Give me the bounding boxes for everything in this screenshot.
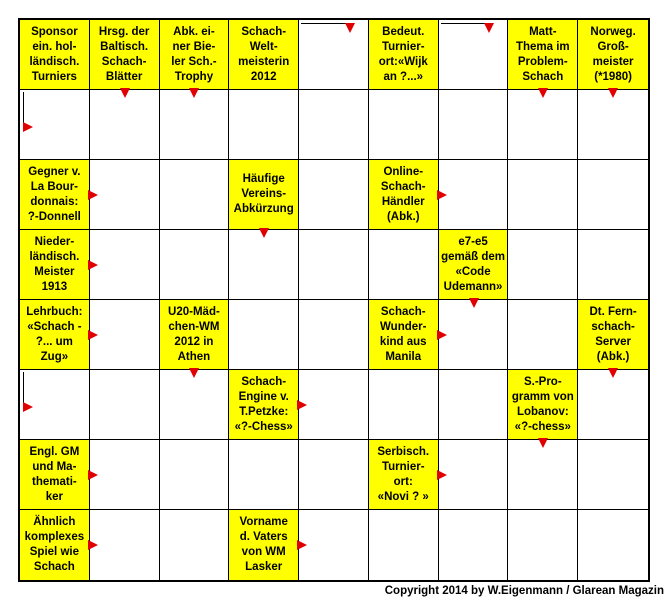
clue-text: Schach- Engine v. T.Petzke: «?-Chess» xyxy=(234,375,293,433)
answer-cell[interactable] xyxy=(508,510,578,580)
arrow-down-icon xyxy=(120,88,130,98)
clue-text: Lehrbuch: «Schach - ?... um Zug» xyxy=(26,305,83,363)
answer-cell[interactable] xyxy=(229,440,299,510)
clue-cell xyxy=(369,160,439,230)
arrow-stem xyxy=(441,23,489,24)
answer-cell[interactable] xyxy=(439,510,509,580)
answer-cell[interactable] xyxy=(299,90,369,160)
clue-text: Matt- Thema im Problem- Schach xyxy=(515,25,570,83)
answer-cell[interactable] xyxy=(578,230,648,300)
answer-cell[interactable] xyxy=(439,90,509,160)
answer-cell[interactable] xyxy=(439,300,509,370)
clue-cell xyxy=(160,300,230,370)
arrow-right-icon xyxy=(88,540,98,550)
clue-cell xyxy=(229,160,299,230)
arrow-down-icon xyxy=(189,368,199,378)
clue-cell xyxy=(229,20,299,90)
arrow-right-icon xyxy=(88,470,98,480)
clue-cell xyxy=(20,230,90,300)
answer-cell[interactable] xyxy=(439,440,509,510)
answer-cell[interactable] xyxy=(229,300,299,370)
answer-cell[interactable] xyxy=(299,440,369,510)
clue-text: Schach- Welt- meisterin 2012 xyxy=(238,25,290,83)
answer-cell[interactable] xyxy=(299,370,369,440)
answer-cell[interactable] xyxy=(90,370,160,440)
clue-text: Häufige Vereins- Abkürzung xyxy=(233,173,294,215)
answer-cell[interactable] xyxy=(160,230,230,300)
clue-text: Engl. GM und Ma- themati- ker xyxy=(29,445,80,503)
arrow-right-icon xyxy=(88,190,98,200)
arrow-down-icon xyxy=(608,368,618,378)
answer-cell[interactable] xyxy=(578,370,648,440)
clue-text: Gegner v. La Bour- donnais: ?-Donnell xyxy=(27,165,81,223)
arrow-right-icon xyxy=(297,400,307,410)
arrow-down-icon xyxy=(484,23,494,33)
arrow-down-icon xyxy=(189,88,199,98)
answer-cell[interactable] xyxy=(90,440,160,510)
answer-cell[interactable] xyxy=(160,90,230,160)
clue-cell xyxy=(369,300,439,370)
answer-cell[interactable] xyxy=(439,160,509,230)
arrow-down-icon xyxy=(345,23,355,33)
answer-cell[interactable] xyxy=(578,160,648,230)
clue-text: Bedeut. Turnier- ort:«Wijk an ?...» xyxy=(378,25,428,83)
arrow-right-icon xyxy=(23,402,33,412)
clue-cell xyxy=(90,20,160,90)
answer-cell[interactable] xyxy=(90,510,160,580)
answer-cell[interactable] xyxy=(369,230,439,300)
answer-cell[interactable] xyxy=(160,370,230,440)
clue-text: S.-Pro- gramm von Lobanov: «?-chess» xyxy=(511,375,574,433)
answer-cell[interactable] xyxy=(369,510,439,580)
answer-cell[interactable] xyxy=(508,90,578,160)
answer-cell[interactable] xyxy=(508,300,578,370)
clue-text: Serbisch. Turnier- ort: «Novi ? » xyxy=(377,445,430,503)
arrow-right-icon xyxy=(437,190,447,200)
answer-cell[interactable] xyxy=(508,230,578,300)
arrow-down-icon xyxy=(259,228,269,238)
clue-cell xyxy=(439,230,509,300)
answer-cell[interactable] xyxy=(90,230,160,300)
crossword-grid xyxy=(18,18,650,582)
clue-text: Online- Schach- Händler (Abk.) xyxy=(380,165,426,223)
clue-text: Abk. ei- ner Bie- ler Sch.- Trophy xyxy=(171,25,217,83)
clue-cell xyxy=(369,20,439,90)
clue-cell xyxy=(508,20,578,90)
arrow-down-icon xyxy=(538,88,548,98)
arrow-right-icon xyxy=(23,122,33,132)
arrow-stem xyxy=(23,372,24,406)
answer-cell[interactable] xyxy=(439,370,509,440)
clue-text: Ähnlich komplexes Spiel wie Schach xyxy=(24,516,85,573)
arrow-down-icon xyxy=(538,438,548,448)
clue-text: e7-e5 gemäß dem «Code Udemann» xyxy=(441,235,505,293)
clue-cell xyxy=(20,300,90,370)
answer-cell[interactable] xyxy=(299,160,369,230)
clue-cell xyxy=(578,300,648,370)
answer-cell[interactable] xyxy=(299,20,369,90)
answer-cell[interactable] xyxy=(90,300,160,370)
arrow-right-icon xyxy=(437,470,447,480)
arrow-down-icon xyxy=(608,88,618,98)
clue-text: Hrsg. der Baltisch. Schach- Blätter xyxy=(98,25,150,83)
clue-cell xyxy=(160,20,230,90)
answer-cell[interactable] xyxy=(299,230,369,300)
answer-cell[interactable] xyxy=(508,440,578,510)
clue-text: Norweg. Groß- meister (*1980) xyxy=(590,25,636,83)
arrow-right-icon xyxy=(88,330,98,340)
clue-cell xyxy=(20,20,90,90)
clue-cell xyxy=(369,440,439,510)
arrow-stem xyxy=(301,23,349,24)
clue-cell xyxy=(229,370,299,440)
arrow-stem xyxy=(23,92,24,126)
clue-text: Sponsor ein. hol- ländisch. Turniers xyxy=(29,25,80,83)
clue-cell xyxy=(578,20,648,90)
clue-text: Nieder- ländisch. Meister 1913 xyxy=(29,235,80,293)
clue-cell xyxy=(508,370,578,440)
answer-cell[interactable] xyxy=(578,510,648,580)
answer-cell[interactable] xyxy=(90,160,160,230)
clue-cell xyxy=(229,510,299,580)
answer-cell[interactable] xyxy=(160,160,230,230)
answer-cell[interactable] xyxy=(160,510,230,580)
clue-text: U20-Mäd- chen-WM 2012 in Athen xyxy=(168,305,220,363)
answer-cell[interactable] xyxy=(299,300,369,370)
copyright-notice: Copyright 2014 by W.Eigenmann / Glarean Magazin xyxy=(384,585,664,597)
answer-cell[interactable] xyxy=(439,20,509,90)
clue-cell xyxy=(20,440,90,510)
answer-cell[interactable] xyxy=(299,510,369,580)
clue-text: Dt. Fern- schach- Server (Abk.) xyxy=(589,305,637,363)
answer-cell[interactable] xyxy=(578,90,648,160)
answer-cell[interactable] xyxy=(508,160,578,230)
answer-cell[interactable] xyxy=(90,90,160,160)
answer-cell[interactable] xyxy=(229,90,299,160)
clue-text: Vorname d. Vaters von WM Lasker xyxy=(239,516,288,573)
clue-text: Schach- Wunder- kind aus Manila xyxy=(379,305,427,363)
clue-cell xyxy=(20,160,90,230)
answer-cell[interactable] xyxy=(578,440,648,510)
answer-cell[interactable] xyxy=(369,370,439,440)
clue-cell xyxy=(20,510,90,580)
answer-cell[interactable] xyxy=(160,440,230,510)
arrow-down-icon xyxy=(469,298,479,308)
arrow-right-icon xyxy=(88,260,98,270)
answer-cell[interactable] xyxy=(369,90,439,160)
arrow-right-icon xyxy=(437,330,447,340)
answer-cell[interactable] xyxy=(229,230,299,300)
arrow-right-icon xyxy=(297,540,307,550)
